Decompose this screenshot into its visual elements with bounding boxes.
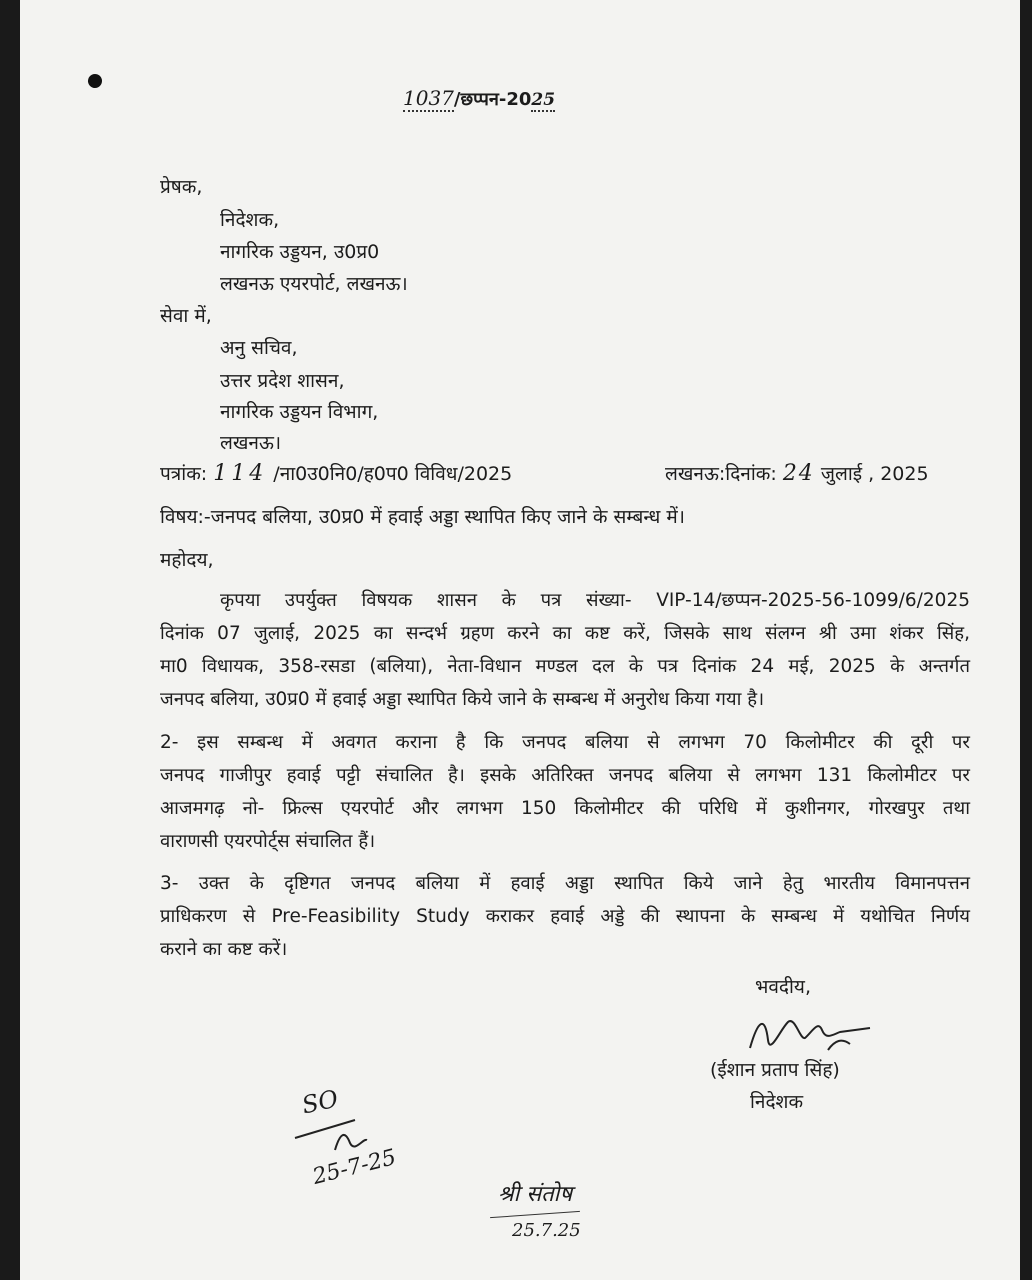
sender-line: निदेशक, xyxy=(220,209,280,231)
ref-year-handwritten: 25 xyxy=(531,90,556,110)
para3-line: कराने का कष्ट करें। xyxy=(160,939,288,960)
letter-page xyxy=(20,0,1020,1280)
annotation-note: श्री संतोष xyxy=(498,1182,573,1207)
salutation: महोदय, xyxy=(160,549,214,571)
para1-line: जनपद बलिया, उ0प्र0 में हवाई अड्डा स्थापित किये जाने के सम्बन्ध में अनुरोध किया गया है। xyxy=(160,689,765,710)
ref-printed: /छप्पन-20 xyxy=(453,89,532,110)
para1-line: कृपया उपर्युक्त विषयक शासन के पत्र संख्या- VIP-14/छप्पन-2025-56-1099/6/2025 xyxy=(220,590,970,611)
recipient-line: नागरिक उड्डयन विभाग, xyxy=(220,401,379,423)
para1-line: दिनांक 07 जुलाई, 2025 का सन्दर्भ ग्रहण करने का कष्ट करें, जिसके साथ संलग्न श्री उमा शंकर सिंह, xyxy=(160,623,970,644)
letter-date-suffix: जुलाई , 2025 xyxy=(820,463,929,485)
sender-line: लखनऊ एयरपोर्ट, लखनऊ। xyxy=(220,273,408,295)
para2-line: जनपद गाजीपुर हवाई पट्टी संचालित है। इसके अतिरिक्त जनपद बलिया से लगभग 131 किलोमीटर पर xyxy=(160,765,970,786)
signatory-designation: निदेशक xyxy=(750,1091,804,1113)
para2-line: वाराणसी एयरपोर्ट्स संचालित हैं। xyxy=(160,831,376,852)
file-reference xyxy=(403,86,555,111)
para2-line: आजमगढ़ नो- फ्रिल्स एयरपोर्ट और लगभग 150 किलोमीटर की परिधि में कुशीनगर, गोरखपुर तथा xyxy=(160,798,970,819)
letter-number-prefix: पत्रांक: xyxy=(160,463,208,485)
valediction: भवदीय, xyxy=(755,976,811,998)
para3-line: प्राधिकरण से Pre-Feasibility Study कराकर हवाई अड्डे की स्थापना के सम्बन्ध में यथोचित निर्णय xyxy=(160,906,970,927)
annotation-so: SO xyxy=(299,1084,341,1120)
punch-hole-mark xyxy=(86,72,104,90)
letter-number-suffix: /ना0उ0नि0/ह0प0 विविध/2025 xyxy=(273,463,513,485)
para2-line: 2- इस सम्बन्ध में अवगत कराना है कि जनपद बलिया से लगभग 70 किलोमीटर की दूरी पर xyxy=(160,732,970,753)
recipient-label: सेवा में, xyxy=(160,305,212,327)
sender-line: नागरिक उड्डयन, उ0प्र0 xyxy=(220,241,380,263)
sender-label: प्रेषक, xyxy=(160,176,203,198)
letter-number xyxy=(160,462,512,486)
recipient-line: लखनऊ। xyxy=(220,432,282,454)
annotation-date2: 25.7.25 xyxy=(512,1220,581,1241)
letter-number-handwritten: 114 xyxy=(213,461,268,486)
ref-number-handwritten: 1037 xyxy=(403,86,454,110)
recipient-line: उत्तर प्रदेश शासन, xyxy=(220,370,345,392)
recipient-line: अनु सचिव, xyxy=(220,337,298,359)
letter-date-prefix: लखनऊ:दिनांक: xyxy=(665,463,777,485)
para3-line: 3- उक्त के दृष्टिगत जनपद बलिया में हवाई अड्डा स्थापित किये जाने हेतु भारतीय विमानपत्तन xyxy=(160,873,970,894)
letter-date xyxy=(665,462,929,486)
annotation-date1: 25-7-25 xyxy=(310,1145,399,1190)
subject-line: विषय:-जनपद बलिया, उ0प्र0 में हवाई अड्डा स्थापित किए जाने के सम्बन्ध में। xyxy=(160,506,685,528)
para1-line: मा0 विधायक, 358-रसडा (बलिया), नेता-विधान मण्डल दल के पत्र दिनांक 24 मई, 2025 के अन्तर्गत xyxy=(160,656,970,677)
signatory-name: (ईशान प्रताप सिंह) xyxy=(710,1059,840,1081)
letter-date-day-handwritten: 24 xyxy=(782,461,815,486)
annotation-underline xyxy=(490,1211,580,1218)
